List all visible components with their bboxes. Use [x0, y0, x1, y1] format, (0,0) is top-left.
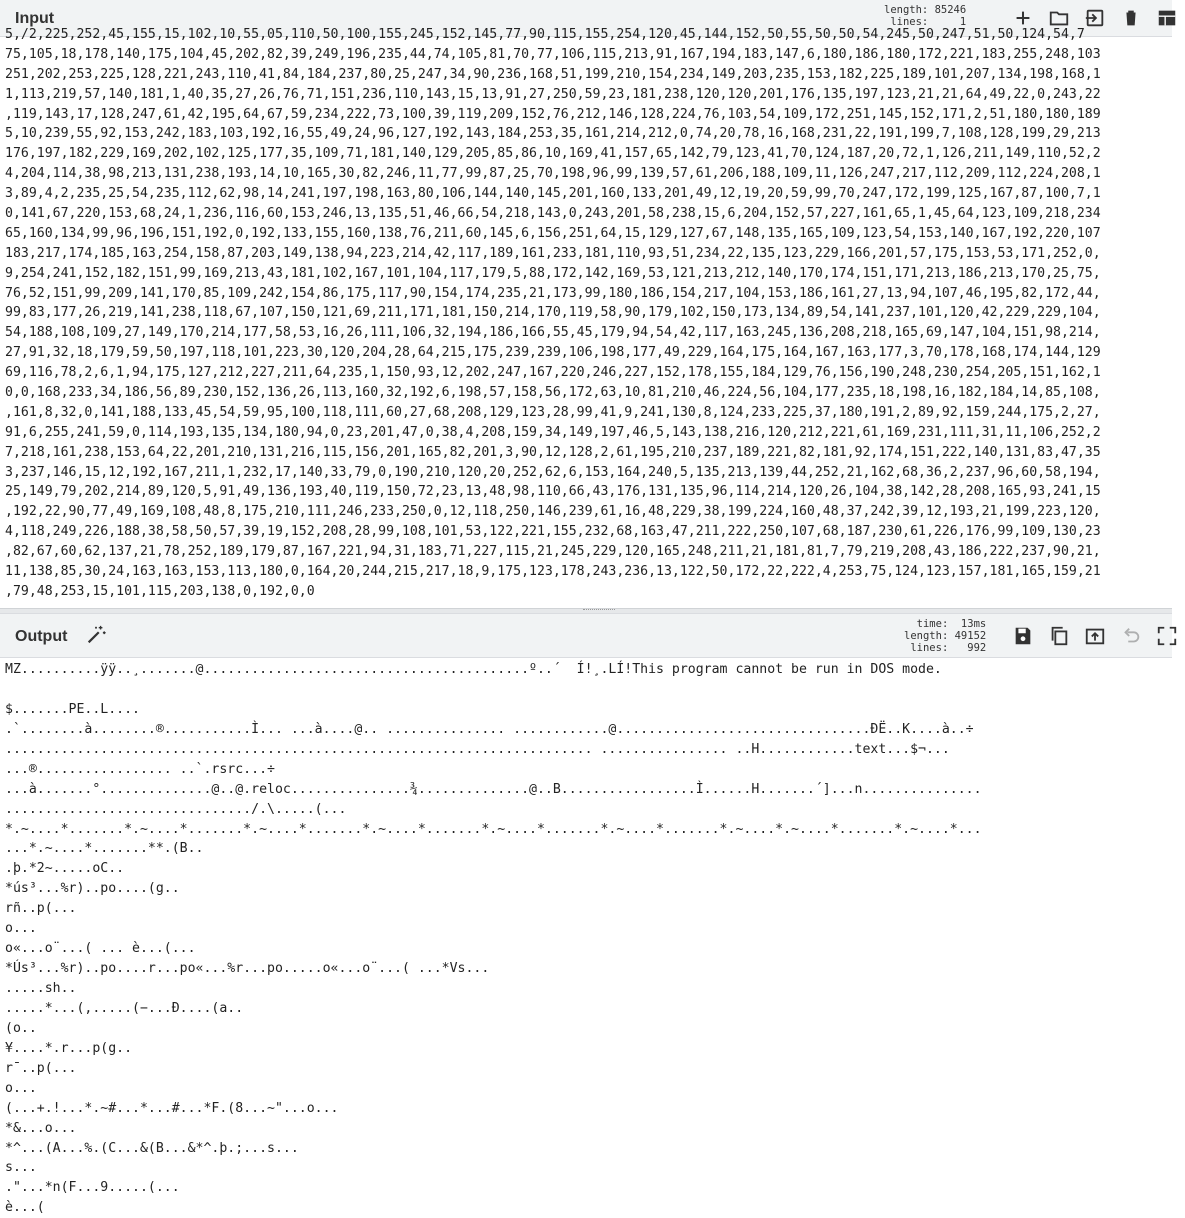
input-line: 3,89,4,2,235,25,54,235,112,62,98,14,241,197,198,163,80,106,144,140,145,201,160,133,201,49,12,19,20,59,99,70,247,172,199,125,167,87,100,7,1	[5, 186, 1101, 202]
copy-output-button[interactable]	[1041, 621, 1077, 651]
input-line: 4,118,249,226,188,38,58,50,57,39,19,152,208,28,99,108,101,53,122,221,155,232,68,163,47,211,222,250,107,68,187,230,61,226,176,99,109,130,23	[5, 524, 1101, 540]
output-line: *Ús³...%r)..po....r...po«...%r...po.....o«...o¨...( ...*Vs...	[5, 961, 490, 977]
output-line: rñ..p(...	[5, 901, 77, 917]
undo-icon	[1120, 625, 1142, 647]
input-length-label: length:	[884, 4, 929, 16]
output-length-label: length:	[904, 630, 949, 642]
output-line: ...®................. ..`.rsrc...÷	[5, 761, 275, 777]
input-line: 69,116,78,2,6,1,94,175,127,212,227,211,64,235,1,150,93,12,202,247,167,220,246,227,152,178,155,184,129,76,156,190,248,230,254,205,151,162,1	[5, 365, 1101, 381]
input-line: 3,237,146,15,12,192,167,211,1,232,17,140,33,79,0,190,210,120,20,252,62,6,153,164,240,5,135,213,139,44,252,21,162,68,36,2,237,96,60,58,194,	[5, 464, 1101, 480]
output-line: .............................../.\.....(...	[5, 801, 347, 817]
output-time-value: 13ms	[960, 618, 987, 630]
maximise-output-button[interactable]	[1149, 621, 1185, 651]
output-line: o«...o¨...( ... è...(...	[5, 941, 196, 957]
input-textarea[interactable]	[0, 27, 1172, 610]
output-line: *ús³...%r)..po....(g..	[5, 881, 180, 897]
output-line: .....*...(,.....(−...Ð....(a..	[5, 1000, 244, 1016]
output-line: *^...(A...%.(C...&(B...&*^.þ.;...s...	[5, 1140, 299, 1156]
input-line: 99,83,177,26,219,141,238,118,67,107,150,121,69,211,171,181,150,214,170,119,58,90,179,102,150,173,134,89,54,141,237,101,120,42,229,229,104,	[5, 305, 1101, 321]
input-line: 75,105,18,178,140,175,104,45,202,82,39,249,196,235,44,74,105,81,70,77,106,115,213,91,167,194,183,147,6,180,186,180,172,221,183,255,248,103	[5, 46, 1101, 62]
output-length-value: 49152	[954, 630, 987, 642]
copy-icon	[1048, 625, 1070, 647]
save-icon	[1012, 625, 1034, 647]
input-line: 183,217,174,185,163,254,158,87,203,149,138,94,223,214,42,117,189,161,233,181,110,93,51,234,22,135,123,229,166,201,57,175,153,53,171,252,0,	[5, 245, 1101, 261]
output-line: .þ.*2~.....oC..	[5, 861, 125, 877]
input-line: 251,202,253,225,128,221,243,110,41,84,184,237,80,25,247,34,90,236,168,51,199,210,154,234,149,203,235,153,182,225,189,101,207,134,198,168,1	[5, 66, 1101, 82]
input-length-value: 85246	[934, 4, 967, 16]
output-textarea[interactable]	[0, 660, 1172, 1216]
input-line: 5,/2,225,252,45,155,15,102,10,55,05,110,50,100,155,245,152,145,77,90,115,155,254,120,45,144,152,50,55,50,50,54,245,50,247,51,50,124,54,7	[5, 27, 1085, 42]
output-header	[0, 613, 1172, 658]
input-title: Input	[15, 10, 55, 27]
input-line: 0,141,67,220,153,68,24,1,236,116,60,153,246,13,135,51,46,66,54,218,143,0,243,201,58,238,15,6,204,152,57,227,161,65,1,45,64,123,109,218,234	[5, 206, 1101, 222]
output-line: ...*.~....*.......**.(B..	[5, 841, 204, 857]
input-line: 0,0,168,233,34,186,56,89,230,152,136,26,113,160,32,192,6,198,57,158,56,172,63,10,81,210,46,224,56,104,177,235,18,198,16,182,184,14,85,108,	[5, 385, 1101, 401]
input-line: 25,149,79,202,214,89,120,5,91,49,136,193,40,119,150,72,23,13,48,98,110,66,43,176,131,135,96,114,214,120,26,104,38,142,28,208,165,93,241,15	[5, 484, 1101, 500]
output-toolbar	[1005, 621, 1185, 651]
output-line: .....sh..	[5, 981, 77, 996]
output-line: (...+.!...*.~#...*...#...*F.(8...~"...o...	[5, 1100, 339, 1116]
input-line: 54,188,108,109,27,149,170,214,177,58,53,16,26,111,106,32,194,186,166,55,45,179,94,54,42,117,163,245,136,208,218,165,69,147,104,151,98,214,	[5, 325, 1101, 341]
output-line: r¯..p(...	[5, 1060, 77, 1076]
output-line: è...(	[5, 1200, 45, 1216]
save-output-button[interactable]	[1005, 621, 1041, 651]
output-line: .......................................................................... ................ ..H............text...$¬...	[5, 741, 950, 757]
input-lines-value: 1	[959, 16, 967, 28]
input-lines	[5, 25, 1172, 602]
input-line: 27,91,32,18,179,59,50,197,118,101,223,30,120,204,28,64,215,175,239,239,106,198,177,49,229,164,175,164,167,163,177,3,70,178,168,174,144,129	[5, 345, 1101, 361]
input-line: ,79,48,253,15,101,115,203,138,0,192,0,0	[5, 583, 315, 599]
output-lines-value: 992	[967, 642, 987, 654]
output-title: Output	[15, 628, 68, 645]
input-line: ,192,22,90,77,49,169,108,48,8,175,210,111,246,233,250,0,12,118,250,146,239,61,16,48,229,38,199,224,160,48,37,242,39,12,193,21,199,223,120,	[5, 504, 1101, 520]
input-line: 91,6,255,241,59,0,114,193,135,134,180,94,0,23,201,47,0,38,4,208,159,34,149,197,46,5,143,138,216,120,212,221,61,169,231,111,31,11,106,252,2	[5, 424, 1101, 440]
move-to-input-icon	[1084, 625, 1106, 647]
output-lines	[5, 660, 1172, 1218]
output-line: $.......PE..L....	[5, 701, 140, 717]
output-lines-label: lines:	[910, 642, 949, 654]
undo-button[interactable]	[1113, 621, 1149, 651]
output-stats	[904, 618, 986, 654]
output-line: *.~....*.......*.~....*.......*.~....*.......*.~....*.......*.~....*.......*.~....*.......*.~....*.~....*.......*.~....*...	[5, 821, 982, 837]
input-line: 4,204,114,38,98,213,131,238,193,14,10,165,30,82,246,11,77,99,87,25,70,198,96,99,139,57,61,206,188,109,11,126,247,217,112,209,112,224,208,1	[5, 166, 1101, 182]
output-line: .`........à........®...........Ì... ...à....@.. ............... ............@................................ÐË..K....à..÷	[5, 721, 974, 737]
input-line: 11,138,85,30,24,163,163,153,113,180,0,164,20,244,215,217,18,9,175,123,178,243,236,13,122,50,172,22,222,4,253,75,124,123,157,181,165,159,21	[5, 564, 1101, 580]
input-line: ,82,67,60,62,137,21,78,252,189,179,87,167,221,94,31,183,71,227,115,21,245,229,120,165,248,211,21,181,81,7,79,219,208,43,186,222,237,90,21,	[5, 544, 1101, 560]
input-line: 76,52,151,99,209,141,170,85,109,242,154,86,175,117,90,154,174,235,21,173,99,180,186,154,217,104,153,186,161,27,13,94,107,46,195,82,172,44,	[5, 285, 1101, 301]
output-line: ¥....*.r...p(g..	[5, 1040, 133, 1056]
input-line: 176,197,182,229,169,202,102,125,177,35,109,71,181,140,129,205,85,86,10,169,41,157,65,142,79,123,41,70,124,187,20,72,1,126,211,149,110,52,2	[5, 146, 1101, 162]
input-line: 65,160,134,99,96,196,151,192,0,192,133,155,160,138,76,211,60,145,6,156,251,64,15,129,127,67,148,135,165,109,123,54,153,140,167,192,220,107	[5, 225, 1101, 241]
replace-input-button[interactable]	[1077, 621, 1113, 651]
output-line: MZ..........ÿÿ..¸.......@.........................................º..´ Í!¸.LÍ!This program cannot be run in DOS mode.	[5, 662, 942, 677]
output-line: ...à.......°..............@..@.reloc...............¾..............@..B.................Ì......H.......´]...n...............	[5, 781, 982, 797]
output-line	[5, 680, 1172, 700]
input-line: ,161,8,32,0,141,188,133,45,54,59,95,100,118,111,60,27,68,208,129,123,28,99,41,9,241,130,8,124,233,225,37,180,191,2,89,92,159,244,175,2,27,	[5, 404, 1101, 420]
input-line: 5,10,239,55,92,153,242,183,103,192,16,55,49,24,96,127,192,143,184,253,35,161,214,212,0,74,20,78,16,168,231,22,191,199,7,108,128,199,29,213	[5, 126, 1101, 142]
magic-wand-icon[interactable]	[85, 624, 107, 646]
output-line: ."...*n(F...9.....(...	[5, 1180, 180, 1196]
input-lines-label: lines:	[890, 16, 929, 28]
output-line: (o..	[5, 1020, 37, 1036]
output-time-label: time:	[916, 618, 949, 630]
output-line: *&...o...	[5, 1120, 77, 1136]
output-line: o...	[5, 921, 37, 937]
output-line: s...	[5, 1160, 37, 1176]
input-line: 9,254,241,152,182,151,99,169,213,43,181,102,167,101,104,117,179,5,88,172,142,169,53,121,213,212,140,170,174,151,171,213,186,213,170,25,75,	[5, 265, 1101, 281]
input-line: ,119,143,17,128,247,61,42,195,64,67,59,234,222,73,100,39,119,209,152,76,212,146,128,224,76,103,54,109,172,251,145,152,171,2,51,180,180,189	[5, 106, 1101, 122]
input-line: 7,218,161,238,153,64,22,201,210,131,216,115,156,201,165,82,201,3,90,12,128,2,61,195,210,237,189,221,82,181,92,174,151,222,140,131,83,47,35	[5, 444, 1101, 460]
input-line: 1,113,219,57,140,181,1,40,35,27,26,76,71,151,236,110,143,15,13,91,27,250,59,23,181,238,120,120,201,176,135,197,123,21,21,64,49,22,0,243,22	[5, 86, 1101, 102]
fullscreen-icon	[1156, 625, 1178, 647]
output-line: o...	[5, 1080, 37, 1096]
